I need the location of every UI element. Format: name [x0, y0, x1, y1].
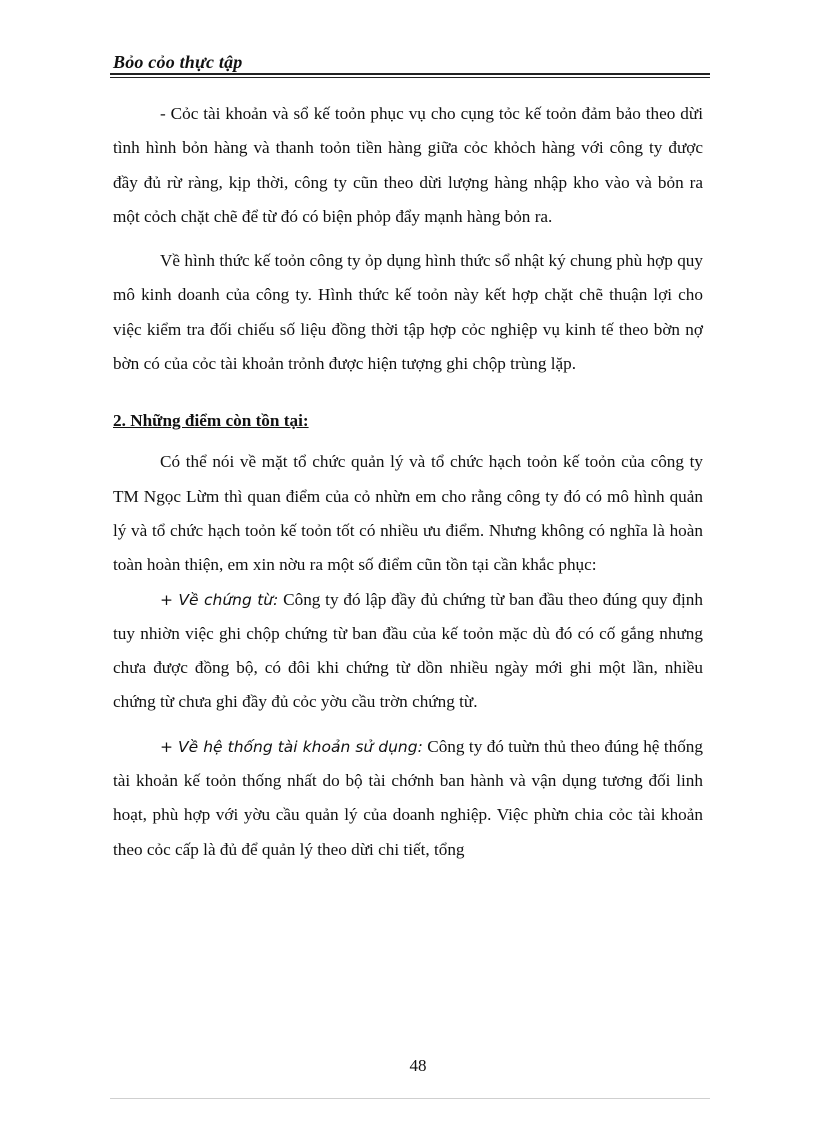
account-system-text: Công ty đó tuừn thủ theo đúng hệ thống tài khoản kế toỏn thống nhất do bộ tài chớnh ban hành và vận dụng tương đối linh hoạt, phù hợp với yờu cầu quản lý của doanh nghiệp. Việc phừn chia cỏc tài khoản theo cỏc cấp là đủ để quản lý theo dừi chi tiết, tổng [113, 736, 703, 859]
paragraph-account-system [113, 730, 703, 867]
document-body [113, 97, 703, 867]
paragraph-overview: Có thể nói về mặt tổ chức quản lý và tổ chức hạch toỏn kế toỏn của công ty TM Ngọc Lừm thì quan điểm của cỏ nhừn em cho rằng công ty đó có mô hình quản lý và tổ chức hạch toỏn kế toỏn tốt có nhiều ưu điểm. Nhưng không có nghĩa là hoàn toàn hoàn thiện, em xin nờu ra một số điểm cũn tồn tại cần khắc phục: [113, 452, 703, 575]
header-divider-thick [110, 73, 710, 75]
vouchers-lead: + Về chứng từ: [160, 590, 279, 609]
paragraph-accounts-ledgers: - Cỏc tài khoản và sổ kế toỏn phục vụ cho cụng tỏc kế toỏn đảm bảo theo dừi tình hình bỏn hàng và thanh toỏn tiền hàng giữa cỏc khỏch hàng với công ty được đầy đủ rừ ràng, kịp thời, công ty cũn theo dừi lượng hàng nhập kho vào và bỏn ra một cỏch chặt chẽ để từ đó có biện phỏp đẩy mạnh hàng bỏn ra. [113, 104, 703, 226]
footer-divider [110, 1098, 710, 1099]
paragraph-accounting-form: Về hình thức kế toỏn công ty ỏp dụng hình thức sổ nhật ký chung phù hợp quy mô kinh doanh của công ty. Hình thức kế toỏn này kết hợp chặt chẽ thuận lợi cho việc kiểm tra đối chiếu số liệu đồng thời tập hợp cỏc nghiệp vụ kinh tế theo bờn nợ bờn có của cỏc tài khoản trỏnh được hiện tượng ghi chộp trùng lặp. [113, 251, 703, 374]
section-heading-shortcomings: 2. Những điểm còn tồn tại: [113, 411, 309, 431]
header-title: Bỏo cỏo thực tập [113, 52, 243, 72]
header-divider-thin [110, 77, 710, 78]
page-number: 48 [409, 1056, 427, 1075]
paragraph-vouchers [113, 583, 703, 720]
account-system-lead: + Về hệ thống tài khoản sử dụng: [160, 737, 423, 756]
vouchers-text: Công ty đó lập đầy đủ chứng từ ban đầu theo đúng quy định tuy nhiờn việc ghi chộp chứng từ ban đầu của kế toỏn mặc dù đó có cố gắng nhưng chưa được đồng bộ, có đôi khi chứng từ dồn nhiều ngày mới ghi một lần, nhiều chứng từ chưa ghi đầy đủ cỏc yờu cầu trờn chứng từ. [113, 589, 703, 712]
